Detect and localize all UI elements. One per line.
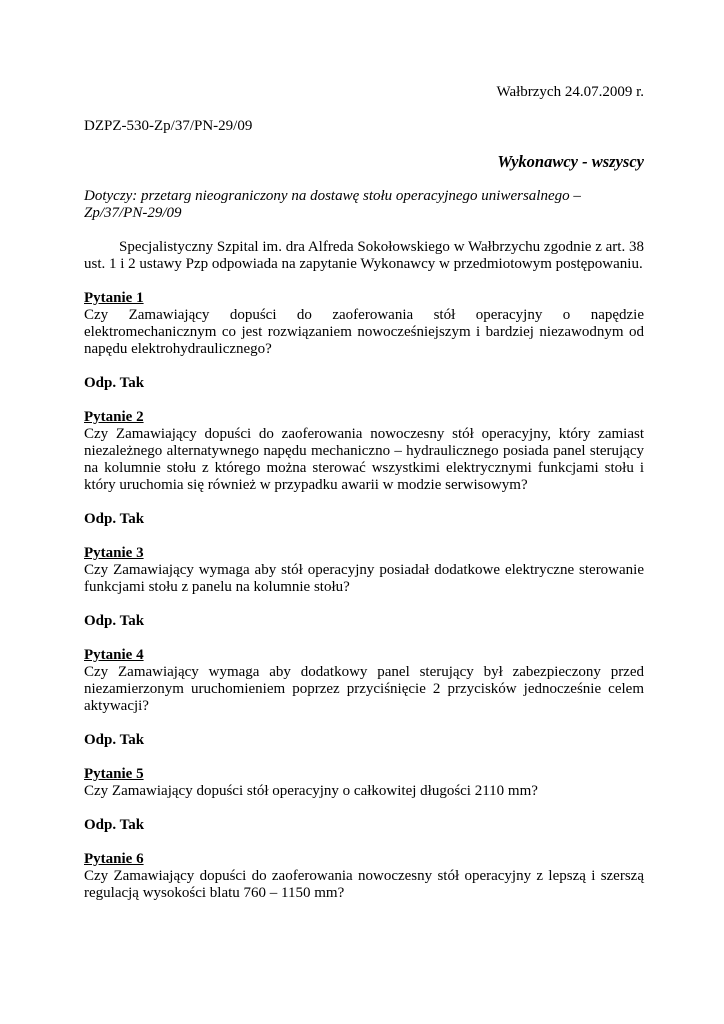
question-heading: Pytanie 3 — [84, 545, 144, 561]
intro-paragraph: Specjalistyczny Szpital im. dra Alfreda Sokołowskiego w Wałbrzychu zgodnie z art. 38 ust. 1 i 2 ustawy Pzp odpowiada na zapytanie Wykonawcy w przedmiotowym postępowaniu. — [84, 239, 644, 272]
question-heading: Pytanie 5 — [84, 766, 144, 782]
question-heading: Pytanie 1 — [84, 290, 144, 306]
addressee-line: Wykonawcy - wszyscy — [497, 152, 644, 171]
question-heading: Pytanie 2 — [84, 409, 144, 425]
question-block-5 — [84, 766, 644, 834]
answer-text: Odp. Tak — [84, 613, 145, 629]
answer-text: Odp. Tak — [84, 817, 145, 833]
question-heading: Pytanie 4 — [84, 647, 144, 663]
question-text: Czy Zamawiający dopuści do zaoferowania nowoczesny stół operacyjny, który zamiast niezależnego alternatywnego napędu mechaniczno – hydraulicznego posiada panel sterujący na kolumnie stołu z którego można sterować wszystkimi elektrycznymi funkcjami stołu i który uruchomia się również w przypadku awarii w modzie serwisowym? — [84, 426, 644, 493]
question-heading: Pytanie 6 — [84, 851, 144, 867]
question-text: Czy Zamawiający wymaga aby stół operacyjny posiadał dodatkowe elektryczne sterowanie funkcjami stołu z panelu na kolumnie stołu? — [84, 562, 644, 595]
question-text: Czy Zamawiający dopuści stół operacyjny o całkowitej długości 2110 mm? — [84, 783, 538, 799]
answer-text: Odp. Tak — [84, 732, 145, 748]
question-block-2 — [84, 409, 644, 528]
question-block-1 — [84, 290, 644, 392]
answer-text: Odp. Tak — [84, 511, 145, 527]
question-block-6 — [84, 851, 644, 902]
reference-number: DZPZ-530-Zp/37/PN-29/09 — [84, 118, 253, 134]
question-text: Czy Zamawiający dopuści do zaoferowania stół operacyjny o napędzie elektromechanicznym co jest rozwiązaniem nowocześniejszym i bardziej niezawodnym od napędu elektrohydraulicznego? — [84, 307, 644, 357]
question-text: Czy Zamawiający dopuści do zaoferowania nowoczesny stół operacyjny z lepszą i szerszą regulacją wysokości blatu 760 – 1150 mm? — [84, 868, 644, 901]
question-text: Czy Zamawiający wymaga aby dodatkowy panel sterujący był zabezpieczony przed niezamierzonym uruchomieniem poprzez przyciśnięcie 2 przycisków jednocześnie celem aktywacji? — [84, 664, 644, 714]
question-block-3 — [84, 545, 644, 630]
question-block-4 — [84, 647, 644, 749]
subject-line: Dotyczy: przetarg nieograniczony na dostawę stołu operacyjnego uniwersalnego – Zp/37/PN-29/09 — [84, 188, 581, 221]
date-line: Wałbrzych 24.07.2009 r. — [496, 84, 644, 100]
answer-text: Odp. Tak — [84, 375, 145, 391]
